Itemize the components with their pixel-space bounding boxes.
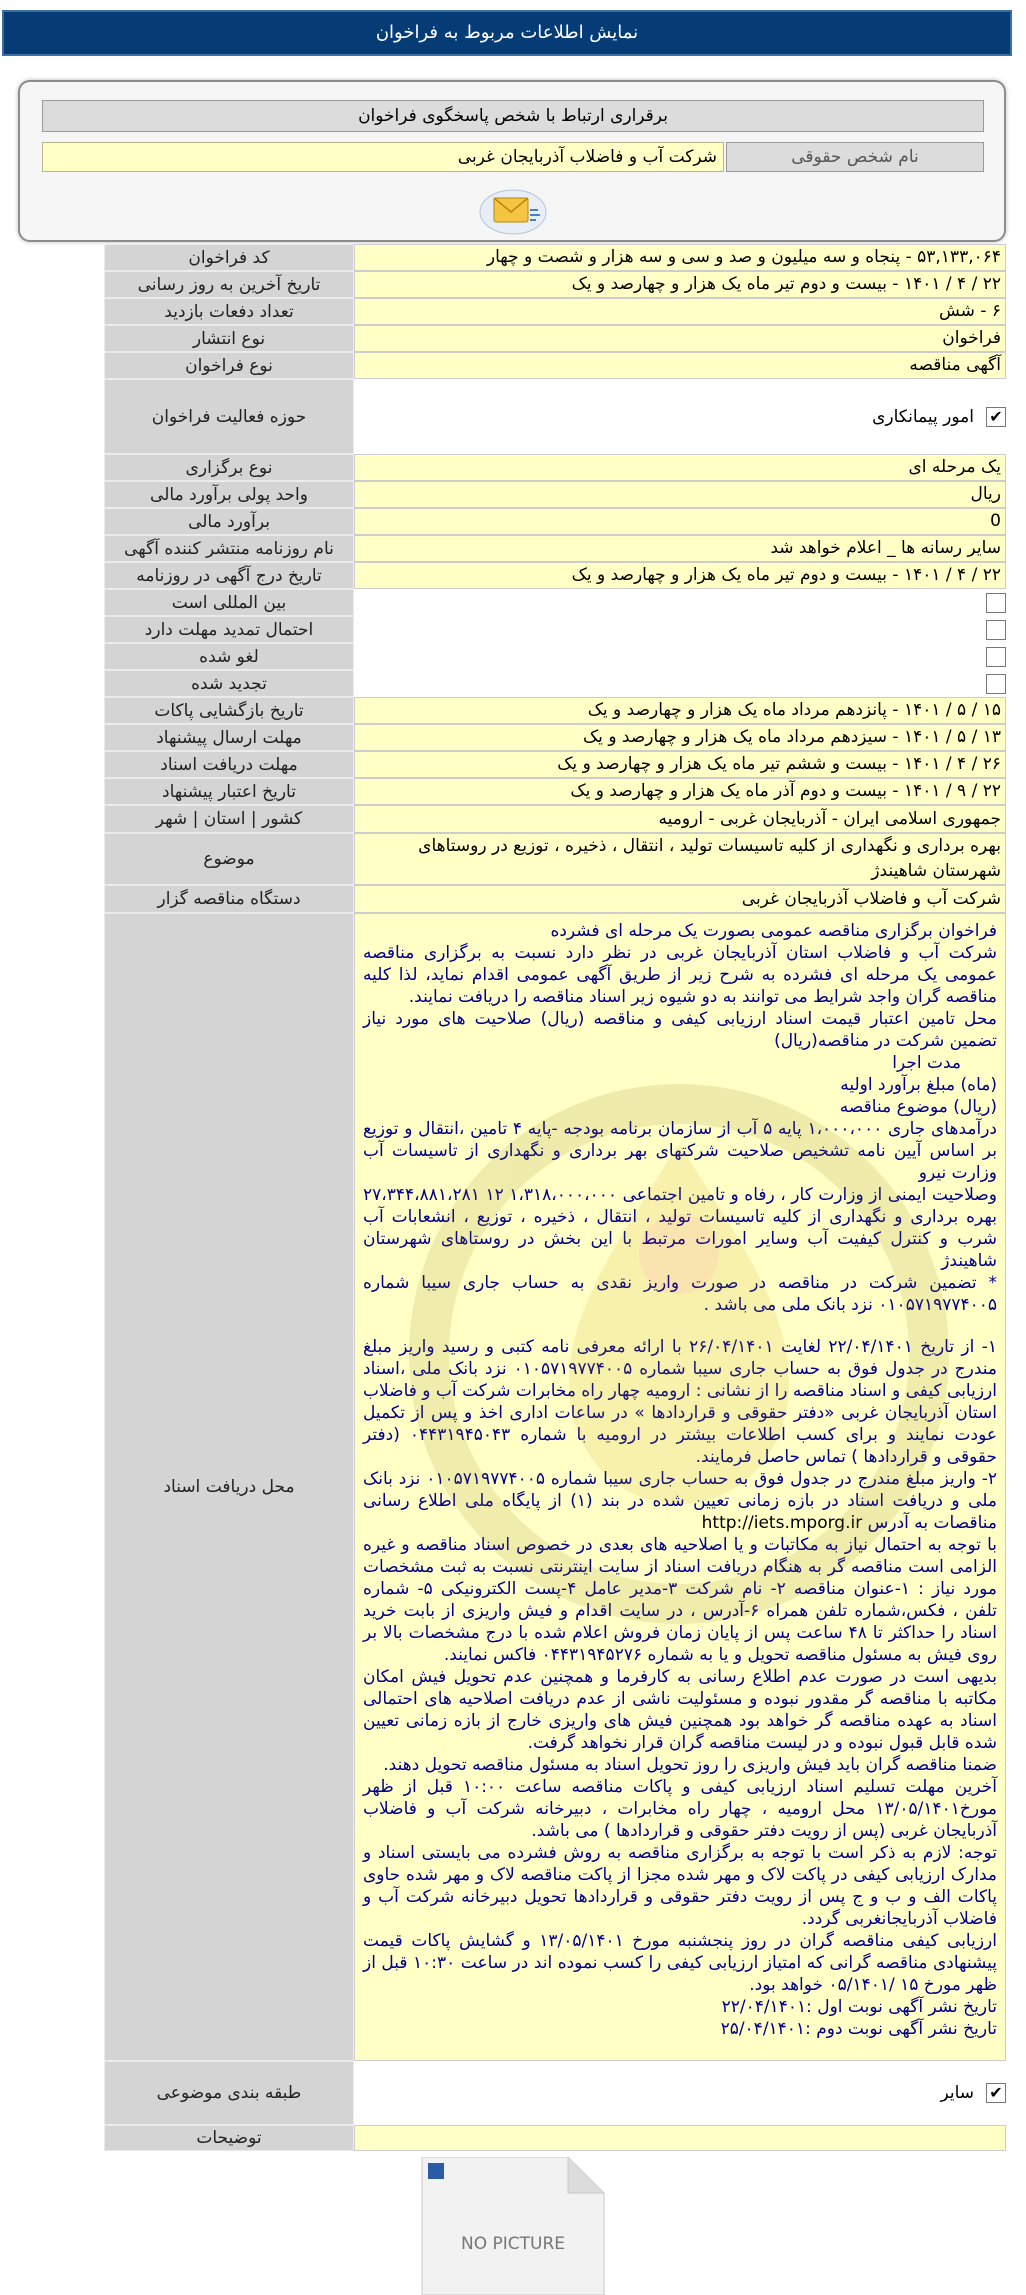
value-code: ۵۳,۱۳۳,۰۶۴ - پنجاه و سه میلیون و صد و سی و سه هزار و شصت و چهار xyxy=(354,244,1006,271)
value-opening: ۱۵ / ۵ / ۱۴۰۱ - پانزدهم مرداد ماه یک هزار و چهارصد و یک xyxy=(354,697,1006,724)
label-cancelled: لغو شده xyxy=(104,643,354,670)
value-subject: بهره برداری و نگهداری از کلیه تاسیسات تولید ، انتقال ، ذخیره ، توزیع در روستاهای شهرستان شاهیندژ xyxy=(354,833,1006,885)
page-title: نمایش اطلاعات مربوط به فراخوان xyxy=(2,10,1012,56)
value-description xyxy=(354,913,1006,2061)
value-newspaper: سایر رسانه ها _ اعلام خواهد شد xyxy=(354,535,1006,562)
value-call-type: آگهی مناقصه xyxy=(354,352,1006,379)
label-estimate: برآورد مالی xyxy=(104,508,354,535)
label-newspaper: نام روزنامه منتشر کننده آگهی xyxy=(104,535,354,562)
renewed-checkbox[interactable] xyxy=(986,674,1006,694)
value-publish-type: فراخوان xyxy=(354,325,1006,352)
activity-text: امور پیمانکاری xyxy=(872,406,974,427)
desc-guarantee: * تضمین شرکت در مناقصه در صورت واریز نقدی به حساب جاری سیبا شماره ۰۱۰۵۷۱۹۷۷۴۰۰۵ نزد بانک ملی می باشد . xyxy=(363,1273,997,1315)
label-last-update: تاریخ آخرین به روز رسانی xyxy=(104,271,354,298)
cancelled-checkbox[interactable] xyxy=(986,647,1006,667)
contact-header: برقراری ارتباط با شخص پاسخگوی فراخوان xyxy=(42,100,984,132)
label-currency: واحد پولی برآورد مالی xyxy=(104,481,354,508)
value-organizer: شرکت آب و فاضلاب آذربایجان غربی xyxy=(354,885,1006,913)
value-news-date: ۲۲ / ۴ / ۱۴۰۱ - بیست و دوم تیر ماه یک هزار و چهارصد و یک xyxy=(354,562,1006,589)
desc-item1: ۱- از تاریخ ۲۲/۰۴/۱۴۰۱ لغایت ۲۶/۰۴/۱۴۰۱ با ارائه معرفی نامه کتبی و رسید واریز مبلغ مندرج در جدول فوق به حساب جاری سیبا شماره ۰۱۰۵۷۱۹۷۷۴۰۰۵ نزد بانک ملی ،اسناد ارزیابی کیفی و اسناد مناقصه را از نشانی : ارومیه چهار راه مخابرات شرکت آب و فاضلاب استان آذربایجان غربی «دفتر حقوقی و قراردادها » در ساعات اداری اخذ و پس از تکمیل عودت نمایند و برای کسب اطلاعات بیشتر در ارومیه با شماره ۰۴۴۳۱۹۴۵۰۴۳ (دفتر حقوقی و قراردادها ) تماس حاصل فرمایند. xyxy=(363,1337,997,1467)
value-notes xyxy=(354,2125,1006,2151)
contact-panel xyxy=(18,80,1006,242)
label-extension: احتمال تمدید مهلت دارد xyxy=(104,616,354,643)
desc-row2: وصلاحیت ایمنی از وزارت کار ، رفاه و تامین اجتماعی ۱،۳۱۸،۰۰۰،۰۰۰ ۱۲ ۲۷،۳۴۴،۸۸۱،۲۸۱ بهره برداری و نگهداری از کلیه تاسیسات تولید ، انتقال ، ذخیره ، توزیع ، انشعابات آب شرب و کنترل کیفیت آب وسایر امورات مرتبط با این بخش در روستاهای شهرستان شاهیندژ xyxy=(363,1185,998,1271)
desc-spacer xyxy=(363,1316,997,1336)
desc-heading: فراخوان برگزاری مناقصه عمومی بصورت یک مرحله ای فشرده xyxy=(550,921,997,941)
value-category xyxy=(354,2061,1006,2125)
desc-registration: با توجه به احتمال نیاز به مکاتبات و یا اصلاحیه های بعدی در خصوص اسناد مناقصه و غیره الزامی است مناقصه گر به هنگام دریافت اسناد از سایت اینترنتی نسبت به ثبت مشخصات مورد نیاز : ۱-عنوان مناقصه ۲- نام شرکت ۳-مدیر عامل ۴-پست الکترونیکی ۵- شماره تلفن ، فکس،شماره تلفن همراه ۶-آدرس ، در سایت اقدام و فیش واریزی از بابت خرید اسناد را حداکثر تا ۴۸ ساعت پس از پایان زمان فروش اعلام شده با درج مشخصات بالا بر روی فیش به مسئول مناقصه تحویل و یا به شماره ۰۴۴۳۱۹۴۵۲۷۶ فاکس نمایند. xyxy=(363,1535,998,1665)
desc-table-header: محل تامین اعتبار قیمت اسناد ارزیابی کیفی و مناقصه (ریال) صلاحیت های مورد نیاز تضمین شرکت در مناقصه(ریال) xyxy=(363,1009,997,1051)
label-visits: تعداد دفعات بازدید xyxy=(104,298,354,325)
label-code: کد فراخوان xyxy=(104,244,354,271)
desc-intro: شرکت آب و فاضلاب استان آذربایجان غربی در نظر دارد نسبت به برگزاری مناقصه عمومی یک مرحله ای فشرده به شرح زیر از طریق آگهی عمومی اقدام نماید، لذا کلیه مناقصه گران واجد شرایط می توانند به دو شیوه زیر اسناد مناقصه را دریافت نمایند. xyxy=(363,943,997,1007)
value-estimate: 0 xyxy=(354,508,1006,535)
legal-entity-value: شرکت آب و فاضلاب آذربایجان غربی xyxy=(42,142,724,172)
label-subject: موضوع xyxy=(104,833,354,885)
label-validity: تاریخ اعتبار پیشنهاد xyxy=(104,778,354,805)
desc-months: (ماه) مبلغ برآورد اولیه xyxy=(840,1075,997,1095)
label-opening: تاریخ بازگشایی پاکات xyxy=(104,697,354,724)
mail-icon[interactable] xyxy=(478,184,548,236)
label-submit-deadline: مهلت ارسال پیشنهاد xyxy=(104,724,354,751)
label-publish-type: نوع انتشار xyxy=(104,325,354,352)
desc-notice: بدیهی است در صورت عدم اطلاع رسانی به کارفرما و همچنین عدم تحویل فیش امکان مکاتبه با مناقصه گر مقدور نبوده و مسئولیت ناشی از عدم دریافت اصلاحیه های احتمالی اسناد به عهده مناقصه گر خواهد بود همچنین فیش های واریزی خارج از بازه زمانی تعیین شده قابل قبول نبوده و در لیست مناقصه گران قرار نخواهد گرفت. xyxy=(363,1667,997,1753)
description-block xyxy=(359,914,1001,2046)
label-call-type: نوع فراخوان xyxy=(104,352,354,379)
label-notes: توضیحات xyxy=(104,2125,354,2151)
value-currency: ریال xyxy=(354,481,1006,508)
desc-receipt: ضمنا مناقصه گران باید فیش واریزی را روز تحویل اسناد به مسئول مناقصه تحویل دهند. xyxy=(383,1755,997,1775)
legal-entity-label: نام شخص حقوقی xyxy=(726,142,984,172)
label-organizer: دستگاه مناقصه گزار xyxy=(104,885,354,913)
value-location: جمهوری اسلامی ایران - آذربایجان غربی - ارومیه xyxy=(354,805,1006,833)
label-location: کشور | استان | شهر xyxy=(104,805,354,833)
value-cancelled xyxy=(354,643,1006,670)
desc-rials: (ریال) موضوع مناقصه xyxy=(839,1097,997,1117)
desc-publish2: تاریخ نشر آگهی نوبت دوم :۲۵/۰۴/۱۴۰۱ xyxy=(720,2019,997,2039)
no-picture-text: NO PICTURE xyxy=(460,2234,566,2254)
label-holding-type: نوع برگزاری xyxy=(104,454,354,481)
label-international: بین المللی است xyxy=(104,589,354,616)
label-activity: حوزه فعالیت فراخوان xyxy=(104,379,354,454)
category-checkbox[interactable]: ✔ xyxy=(986,2083,1006,2103)
desc-item2-text: ۲- واریز مبلغ مندرج در جدول فوق به حساب جاری سیبا شماره ۰۱۰۵۷۱۹۷۷۴۰۰۵ نزد بانک ملی و دریافت اسناد در بازه زمانی تعیین شده در بند (۱) از پایگاه ملی اطلاع رسانی مناقصات به آدرس xyxy=(363,1469,997,1533)
value-renewed xyxy=(354,670,1006,697)
value-last-update: ۲۲ / ۴ / ۱۴۰۱ - بیست و دوم تیر ماه یک هزار و چهارصد و یک xyxy=(354,271,1006,298)
desc-deadline: آخرین مهلت تسلیم اسناد ارزیابی کیفی و پاکات مناقصه ساعت ۱۰:۰۰ قبل از ظهر مورخ۱۳/۰۵/۱۴۰۱ محل ارومیه ، چهار راه مخابرات ، دبیرخانه شرکت آب و فاضلاب آذربایجان غربی (پس از رویت دفتر حقوقی و قراردادها ) می باشد. xyxy=(363,1777,997,1841)
label-news-date: تاریخ درج آگهی در روزنامه xyxy=(104,562,354,589)
desc-duration: مدت اجرا xyxy=(892,1053,961,1073)
value-international xyxy=(354,589,1006,616)
label-renewed: تجدید شده xyxy=(104,670,354,697)
value-doc-deadline: ۲۶ / ۴ / ۱۴۰۱ - بیست و ششم تیر ماه یک هزار و چهارصد و یک xyxy=(354,751,1006,778)
iets-link[interactable]: http://iets.mporg.ir xyxy=(701,1513,863,1533)
label-doc-deadline: مهلت دریافت اسناد xyxy=(104,751,354,778)
desc-attention: توجه: لازم به ذکر است با توجه به برگزاری مناقصه به روش فشرده می بایستی اسناد و مدارک ارزیابی کیفی در پاکت لاک و مهر شده مجزا از پاکت مناقصه لاک و مهر شده حاوی پاکات الف و ب و ج پس از رویت دفتر حقوقی و قراردادها تحویل دبیرخانه شرکت آب و فاضلاب آذربایجانغربی گردد. xyxy=(363,1843,997,1929)
extension-checkbox[interactable] xyxy=(986,620,1006,640)
value-activity xyxy=(354,379,1006,454)
value-submit-deadline: ۱۳ / ۵ / ۱۴۰۱ - سیزدهم مرداد ماه یک هزار و چهارصد و یک xyxy=(354,724,1006,751)
label-doc-place: محل دریافت اسناد xyxy=(104,913,354,2061)
desc-publish1: تاریخ نشر آگهی نوبت اول :۲۲/۰۴/۱۴۰۱ xyxy=(721,1997,997,2017)
no-picture-image xyxy=(418,2157,608,2295)
value-holding-type: یک مرحله ای xyxy=(354,454,1006,481)
desc-row1: درآمدهای جاری ۱،۰۰۰،۰۰۰ پایه ۵ آب از سازمان برنامه بودجه -پایه ۴ تامین ،انتقال و توزیع بر اساس آیین نامه تشخیص صلاحیت شرکتهای بهر برداری و نگهداری از تاسیسات آب وزارت نیرو xyxy=(363,1119,997,1183)
desc-item2 xyxy=(363,1468,997,1534)
label-category: طبقه بندی موضوعی xyxy=(104,2061,354,2125)
international-checkbox[interactable] xyxy=(986,593,1006,613)
value-visits: ۶ - شش xyxy=(354,298,1006,325)
details-table xyxy=(104,244,1006,2151)
desc-evaluation: ارزیابی کیفی مناقصه گران در روز پنجشنبه مورخ ۱۳/۰۵/۱۴۰۱ و گشایش پاکات قیمت پیشنهادی مناقصه گرانی که امتیاز ارزیابی کیفی را کسب نموده اند در ساعت ۱۰:۳۰ قبل از ظهر مورخ ۱۵ /۰۵/۱۴۰۱ خواهد بود. xyxy=(363,1931,997,1995)
category-text: سایر xyxy=(940,2083,974,2103)
activity-checkbox[interactable]: ✔ xyxy=(986,407,1006,427)
value-extension xyxy=(354,616,1006,643)
value-validity: ۲۲ / ۹ / ۱۴۰۱ - بیست و دوم آذر ماه یک هزار و چهارصد و یک xyxy=(354,778,1006,805)
